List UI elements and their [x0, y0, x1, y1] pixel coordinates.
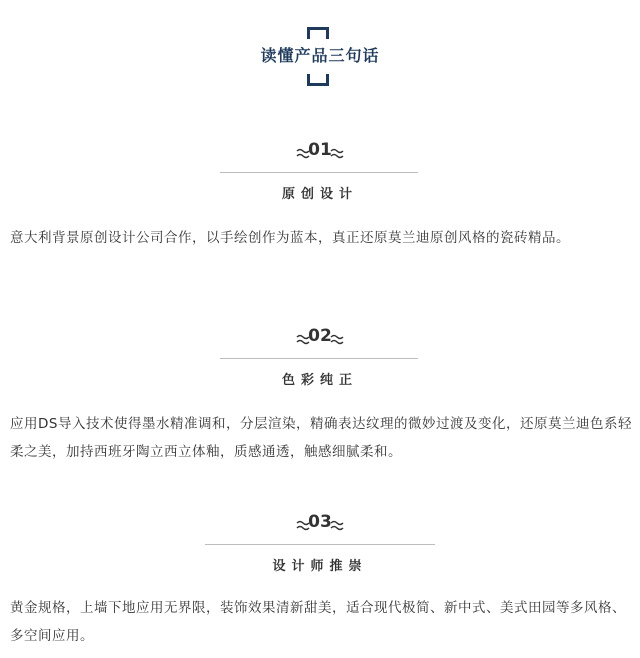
section-3-number: 03 — [308, 512, 332, 532]
section-1-title: 原创设计 — [281, 187, 358, 202]
page-title: 读懂产品三句话 — [260, 46, 380, 65]
section-3-title: 设计师推崇 — [272, 559, 368, 574]
section-1-header — [0, 134, 640, 214]
section-1-number-badge — [0, 134, 640, 168]
wave-number-icon — [295, 506, 345, 540]
section-1-body: 意大利背景原创设计公司合作，以手绘创作为蓝本，真正还原莫兰迪原创风格的瓷砖精品。 — [10, 230, 570, 246]
section-1-divider — [220, 172, 418, 173]
section-2-number: 02 — [308, 326, 332, 346]
section-2-number-badge — [0, 320, 640, 354]
bracket-top-decoration — [307, 27, 329, 39]
section-3-number-badge — [0, 506, 640, 540]
section-2-body: 应用DS导入技术使得墨水精准调和，分层渲染，精确表达纹理的微妙过渡及变化，还原莫兰迪色系轻柔之美，加持西班牙陶立西立体釉，质感通透，触感细腻柔和。 — [10, 416, 632, 460]
section-3-divider — [205, 544, 435, 545]
wave-number-icon — [295, 320, 345, 354]
wave-number-icon — [295, 134, 345, 168]
section-3-body: 黄金规格，上墙下地应用无界限，装饰效果清新甜美，适合现代极简、新中式、美式田园等多风格、多空间应用。 — [10, 600, 626, 644]
bracket-bottom-decoration — [307, 74, 329, 86]
section-3-header — [0, 506, 640, 586]
section-2-divider — [220, 358, 418, 359]
section-2-header — [0, 320, 640, 400]
page-header — [0, 0, 640, 100]
section-1-number: 01 — [308, 140, 332, 160]
section-2-title: 色彩纯正 — [281, 373, 358, 388]
